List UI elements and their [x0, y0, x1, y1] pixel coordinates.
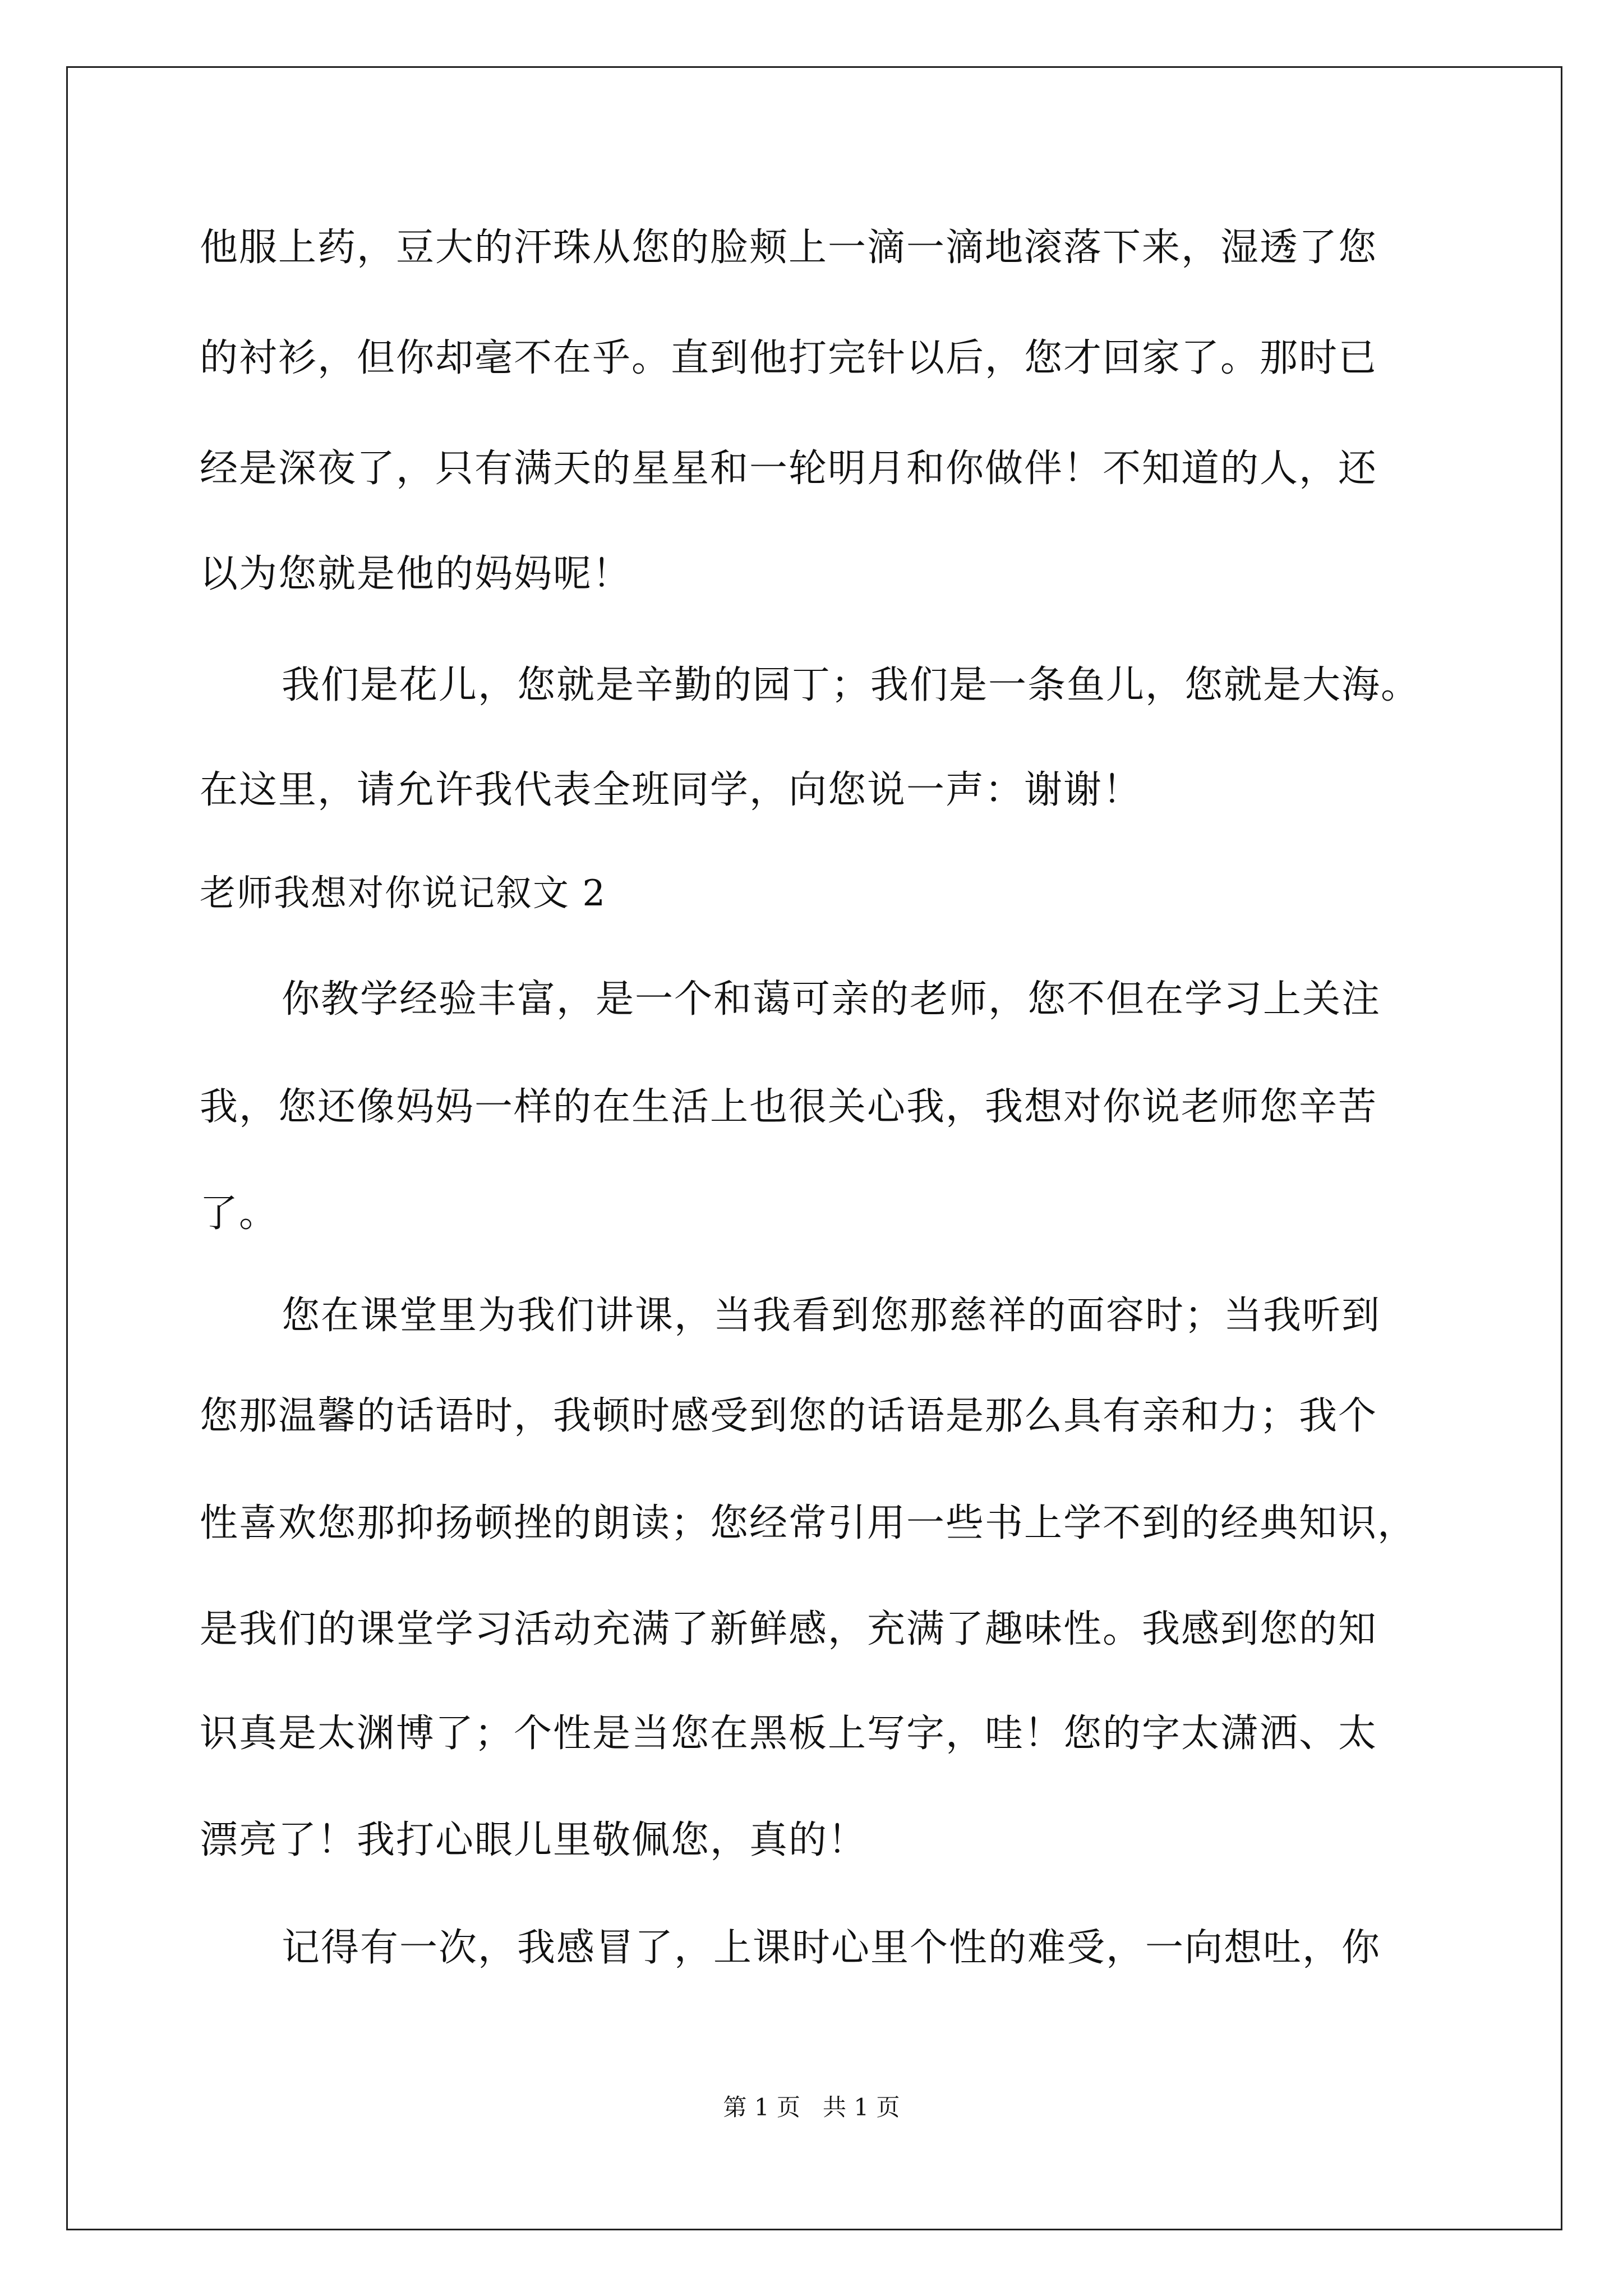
text-line: 他服上药，豆大的汗珠从您的脸颊上一滴一滴地滚落下来，湿透了您 — [200, 226, 1378, 270]
text-line: 我，您还像妈妈一样的在生活上也很关心我，我想对你说老师您辛苦 — [200, 1085, 1378, 1129]
paragraph-start-line: 你教学经验丰富，是一个和蔼可亲的老师，您不但在学习上关注 — [282, 977, 1381, 1022]
paragraph-start-line: 我们是花儿，您就是辛勤的园丁；我们是一条鱼儿，您就是大海。 — [282, 663, 1421, 707]
text-line: 是我们的课堂学习活动充满了新鲜感，充满了趣味性。我感到您的知 — [200, 1607, 1378, 1651]
paragraph-start-line: 记得有一次，我感冒了，上课时心里个性的难受，一向想吐，你 — [282, 1926, 1381, 1970]
paragraph-start-line: 您在课堂里为我们讲课，当我看到您那慈祥的面容时；当我听到 — [282, 1294, 1381, 1338]
text-line: 的衬衫，但你却毫不在乎。直到他打完针以后，您才回家了。那时已 — [200, 336, 1378, 380]
page-footer — [0, 2093, 1623, 2122]
text-line: 您那温馨的话语时，我顿时感受到您的话语是那么具有亲和力；我个 — [200, 1394, 1378, 1438]
text-line: 性喜欢您那抑扬顿挫的朗读；您经常引用一些书上学不到的经典知识， — [200, 1501, 1417, 1545]
page-border — [66, 66, 1562, 2230]
page-number-label: 第 1 页 共 1 页 — [723, 2093, 900, 2121]
section-heading: 老师我想对你说记叙文 2 — [200, 873, 607, 914]
text-line: 漂亮了！我打心眼儿里敬佩您，真的！ — [200, 1818, 868, 1862]
text-line: 以为您就是他的妈妈呢！ — [200, 552, 632, 596]
text-line: 在这里，请允许我代表全班同学，向您说一声：谢谢！ — [200, 768, 1142, 812]
text-line: 经是深夜了，只有满天的星星和一轮明月和你做伴！不知道的人，还 — [200, 447, 1378, 491]
text-line: 了。 — [200, 1191, 279, 1236]
text-line: 识真是太渊博了；个性是当您在黑板上写字，哇！您的字太潇洒、太 — [200, 1711, 1378, 1756]
